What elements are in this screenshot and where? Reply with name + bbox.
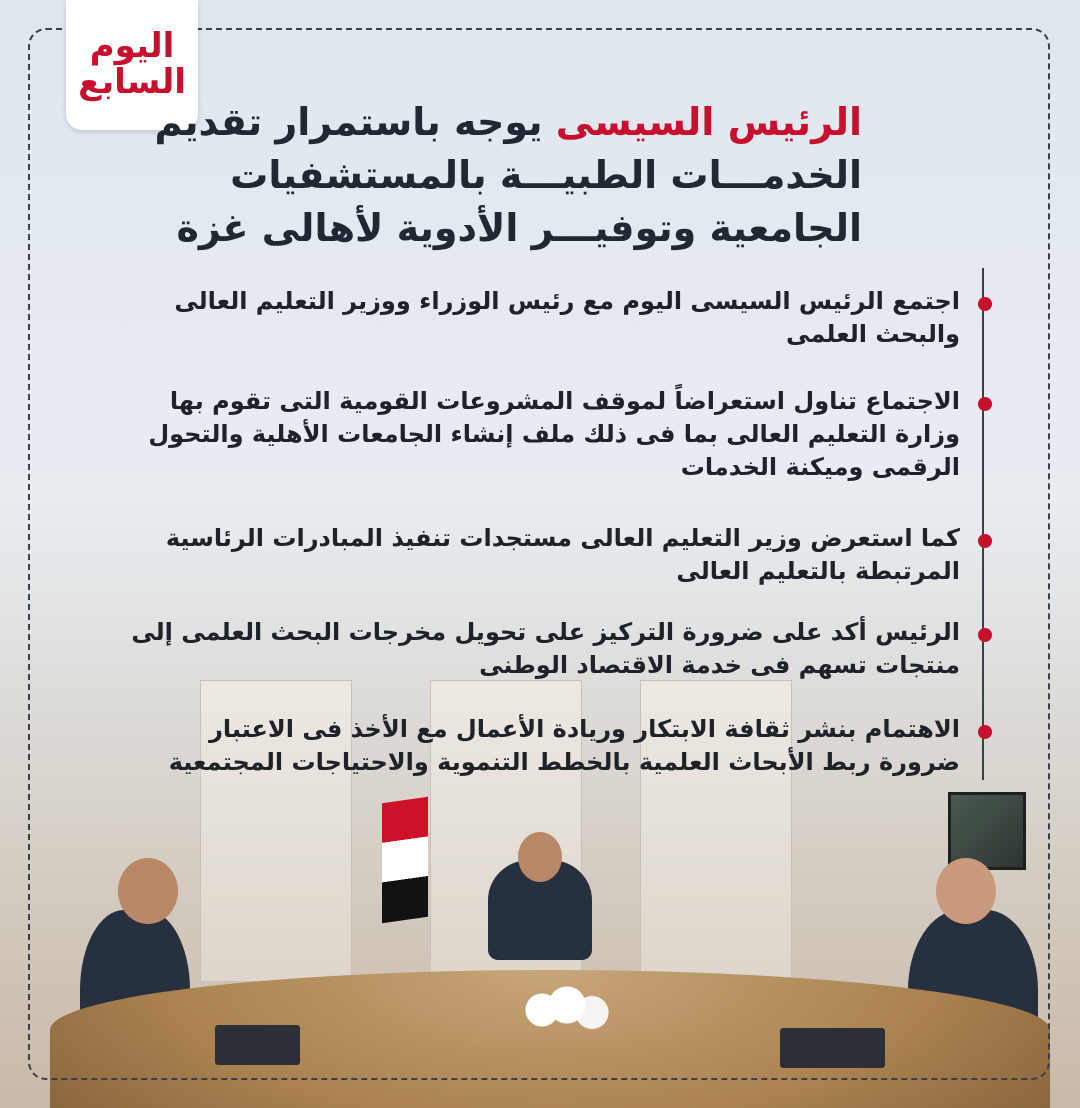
timeline-line: [982, 268, 984, 780]
bullet-dot: [978, 297, 992, 311]
headline-line-3: الجامعية وتوفيـــر الأدوية لأهالى غزة: [176, 206, 862, 250]
bullet-text: اجتمع الرئيس السيسى اليوم مع رئيس الوزراء ووزير التعليم العالى والبحث العلمى: [174, 287, 960, 348]
bullet-dot: [978, 534, 992, 548]
headline-line-2: الخدمـــات الطبيـــة بالمستشفيات: [230, 153, 862, 197]
bullet-text: الرئيس أكد على ضرورة التركيز على تحويل مخرجات البحث العلمى إلى منتجات تسهم فى خدمة الاقتصاد الوطنى: [131, 618, 960, 679]
bullet-item: [120, 522, 960, 588]
bullet-dot: [978, 725, 992, 739]
bullet-text: الاجتماع تناول استعراضاً لموقف المشروعات القومية التى تقوم بها وزارة التعليم العالى بما فى ذلك ملف إنشاء الجامعات الأهلية والتحول الرقمى وميكنة الخدمات: [148, 387, 960, 481]
headline: [154, 96, 862, 255]
bullet-dot: [978, 397, 992, 411]
bullet-text: كما استعرض وزير التعليم العالى مستجدات تنفيذ المبادرات الرئاسية المرتبطة بالتعليم العالى: [165, 524, 960, 585]
bullet-dot: [978, 628, 992, 642]
headline-line-1: [154, 96, 862, 149]
bullet-item: [120, 385, 960, 484]
logo-line-1: اليوم: [89, 26, 175, 67]
bullet-item: [120, 713, 960, 779]
headline-highlight: الرئيس السيسى: [555, 100, 862, 144]
bullet-item: [120, 285, 960, 351]
headline-line-1-rest: يوجه باستمرار تقديم: [154, 100, 556, 144]
bullet-text: الاهتمام بنشر ثقافة الابتكار وريادة الأعمال مع الأخذ فى الاعتبار ضرورة ربط الأبحاث العلمية بالخطط التنموية والاحتياجات المجتمعية: [168, 715, 960, 776]
bullet-item: [120, 616, 960, 682]
logo-line-2: السابع: [78, 62, 186, 102]
